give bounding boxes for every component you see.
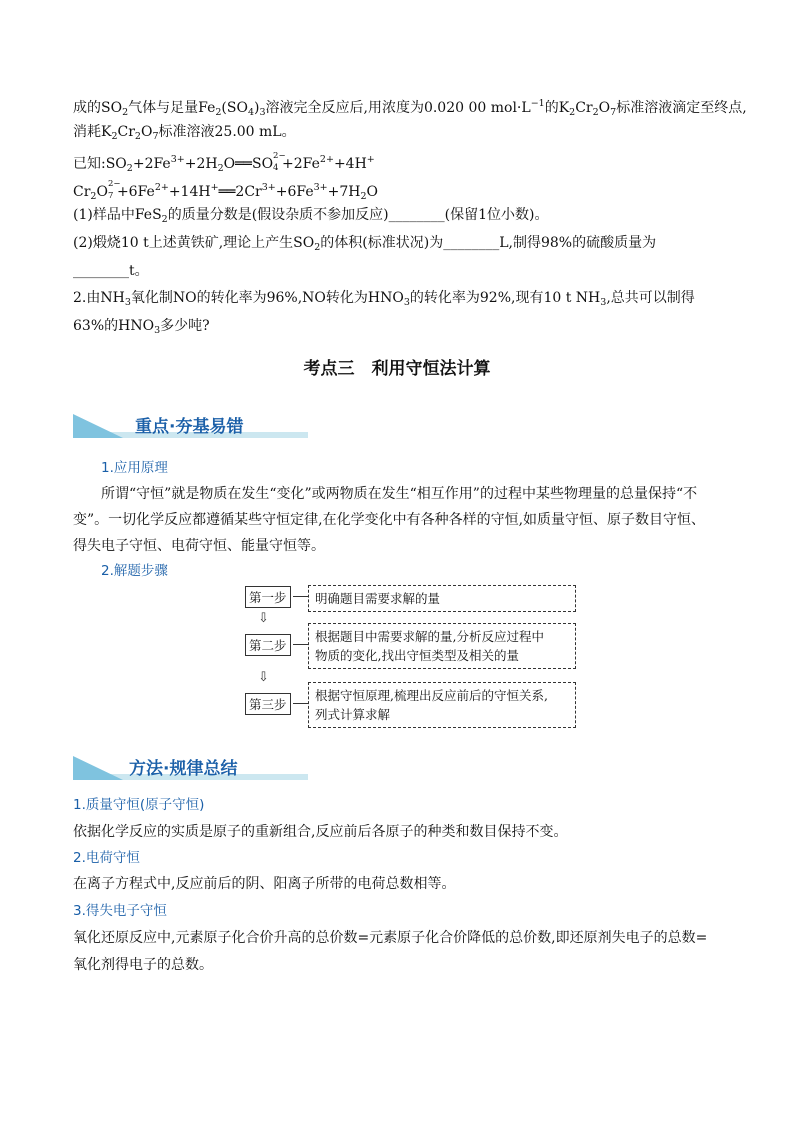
method-2-text: 在离子方程式中,反应前后的阴、阳离子所带的电荷总数相等。 bbox=[73, 876, 456, 892]
step-2-box bbox=[308, 623, 576, 669]
step-2-text-line2: 物质的变化,找出守恒类型及相关的量 bbox=[315, 648, 519, 663]
section-title: 考点三 利用守恒法计算 bbox=[303, 359, 491, 379]
down-arrow-icon: ⇩ bbox=[258, 611, 269, 626]
problem1-line2: 消耗$K_2Cr_2O_7$标准溶液25.00 mL。 bbox=[73, 124, 296, 142]
banner-triangle bbox=[73, 414, 123, 438]
step-3-text-line1: 根据守恒原理,梳理出反应前后的守恒关系, bbox=[315, 688, 548, 703]
problem2-line1: 2.由$NH_3$氧化制NO的转化率为96%,NO转化为$HNO_3$的转化率为92%,现有10 t $NH_3$,总共可以制得 bbox=[73, 290, 695, 308]
method-3-heading: 3.得失电子守恒 bbox=[73, 903, 167, 919]
step-1-box bbox=[308, 585, 576, 612]
question-2-line2: ________t。 bbox=[73, 263, 149, 279]
question-2-line1: (2)煅烧10 t上述黄铁矿,理论上产生$SO_2$的体积(标准状况)为________L,制得98%的硫酸质量为 bbox=[73, 235, 657, 253]
equation-2: $Cr_2O$ 2− 7 $+6Fe^{2+}+14H^+══2Cr^{3+}+6Fe^{3+}+7H_2O$ bbox=[73, 179, 379, 202]
principle-para-line2: 变”。一切化学反应都遵循某些守恒定律,在化学变化中有各种各样的守恒,如质量守恒、原子数目守恒、 bbox=[73, 512, 706, 528]
step-1-text: 明确题目需要求解的量 bbox=[315, 591, 441, 606]
step-1-label: 第一步 bbox=[245, 586, 291, 608]
problem1-line1: 成的$SO_2$气体与足量$Fe_2(SO_4)_3$溶液完全反应后,用浓度为0.020 00 $mol\cdot L^{-1}$的$K_2Cr_2O_7$标准溶液滴定至终点, bbox=[73, 98, 747, 118]
step-2-label: 第二步 bbox=[245, 634, 291, 656]
method-1-text: 依据化学反应的实质是原子的重新组合,反应前后各原子的种类和数目保持不变。 bbox=[73, 824, 568, 840]
equation-1: 已知$:SO_2+2Fe^{3+}+2H_2O══SO$ 2− 4 $+2Fe^{2+}+4H^+$ bbox=[73, 151, 375, 174]
banner-title: 方法·规律总结 bbox=[129, 759, 238, 779]
step-3-label: 第三步 bbox=[245, 693, 291, 715]
down-arrow-icon: ⇩ bbox=[258, 670, 269, 685]
step-3-connector bbox=[293, 703, 308, 704]
step-3-text-line2: 列式计算求解 bbox=[315, 707, 391, 722]
question-1: (1)样品中FeS$_2$的质量分数是(假设杂质不参加反应)________(保留1位小数)。 bbox=[73, 207, 549, 225]
banner-key-points bbox=[73, 412, 308, 438]
banner-title: 重点·夯基易错 bbox=[135, 417, 244, 437]
problem2-line2: 63%的$HNO_3$多少吨? bbox=[73, 318, 210, 336]
step-1-connector bbox=[293, 596, 308, 597]
method-3-text-line2: 氧化剂得电子的总数。 bbox=[73, 957, 213, 973]
method-2-heading: 2.电荷守恒 bbox=[73, 850, 140, 866]
step-3-box bbox=[308, 682, 576, 728]
principle-para-line1: 所谓“守恒”就是物质在发生“变化”或两物质在发生“相互作用”的过程中某些物理量的总量保持“不 bbox=[101, 486, 698, 502]
method-1-heading: 1.质量守恒(原子守恒) bbox=[73, 797, 205, 813]
banner-triangle bbox=[73, 756, 123, 780]
principle-para-line3: 得失电子守恒、电荷守恒、能量守恒等。 bbox=[73, 538, 325, 554]
principle-heading: 1.应用原理 bbox=[101, 460, 168, 476]
method-3-text: 氧化还原反应中,元素原子化合价升高的总价数=元素原子化合价降低的总价数,即还原剂失电子的总数= bbox=[73, 930, 708, 946]
step-2-text-line1: 根据题目中需要求解的量,分析反应过程中 bbox=[315, 629, 544, 644]
steps-heading: 2.解题步骤 bbox=[101, 563, 168, 579]
step-2-connector bbox=[293, 644, 308, 645]
banner-method-summary bbox=[73, 754, 308, 780]
